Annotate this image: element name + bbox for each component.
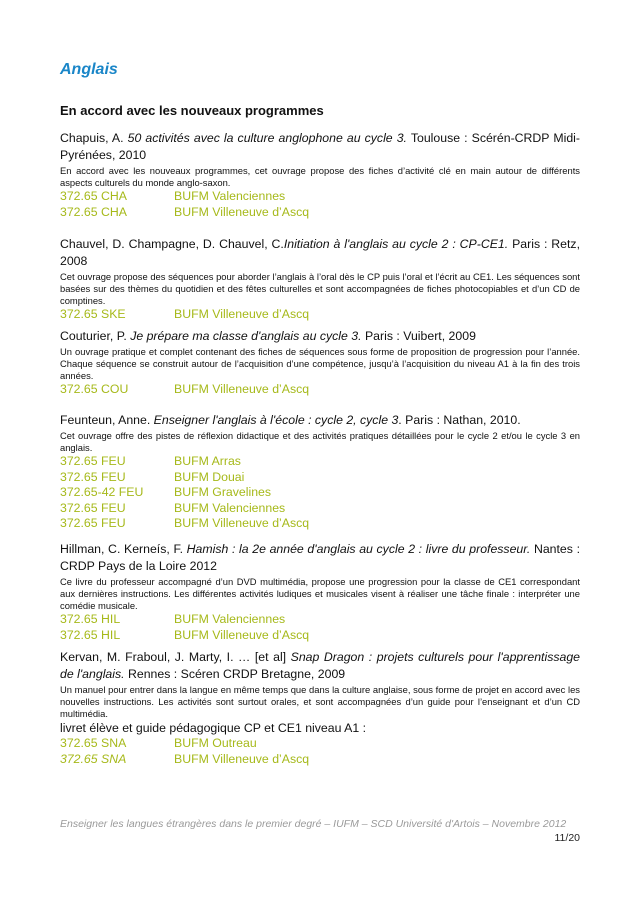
citation-author: Feunteun, Anne. bbox=[60, 413, 154, 427]
call-number: 372.65 SNA bbox=[60, 736, 127, 750]
holding-row bbox=[60, 470, 580, 486]
call-number: 372.65 SNA bbox=[60, 751, 127, 766]
citation-work: Initiation à l'anglais au cycle 2 : CP-CE1. bbox=[283, 237, 509, 251]
page-footer: Enseigner les langues étrangères dans le premier degré – IUFM – SCD Université d'Artois – Novembre 2012 bbox=[60, 818, 567, 830]
call-number: 372.65 CHA bbox=[60, 189, 127, 203]
call-number: 372.65 HIL bbox=[60, 627, 121, 642]
library-name: BUFM Villeneuve d’Ascq bbox=[174, 307, 310, 321]
call-number: 372.65 SKE bbox=[60, 307, 126, 321]
holding-row bbox=[60, 516, 580, 532]
call-number: 372.65-42 FEU bbox=[60, 485, 144, 499]
entry-description: En accord avec les nouveaux programmes, cet ouvrage propose des fiches d’activité clé en main autour de différents aspects culturels du monde anglo-saxon. bbox=[60, 165, 580, 188]
library-name: BUFM Valenciennes bbox=[174, 500, 286, 515]
citation-author: Chapuis, A. bbox=[60, 131, 128, 145]
citation bbox=[60, 236, 580, 270]
holding-row bbox=[60, 382, 580, 398]
citation-work: Enseigner l'anglais à l'école : cycle 2, cycle 3 bbox=[153, 413, 399, 427]
citation bbox=[60, 130, 580, 164]
library-name: BUFM Villeneuve d’Ascq bbox=[174, 627, 310, 642]
entry-description: Un manuel pour entrer dans la langue en même temps que dans la culture anglaise, sous forme de projet en accord avec les nouvelles instructions. Les activités sont surtout orales, et sont accompagnées d’un guide pour l’enseignant et d’un CD multimédia. bbox=[60, 684, 580, 719]
citation-author: Hillman, C. Kerneís, F. bbox=[60, 542, 187, 556]
entry-description: Cet ouvrage offre des pistes de réflexion didactique et des activités pratiques détaillées pour le cycle 2 et/ou le cycle 3 en anglais. bbox=[60, 430, 580, 453]
section-heading: En accord avec les nouveaux programmes bbox=[60, 103, 324, 118]
library-name: BUFM Valenciennes bbox=[174, 612, 286, 626]
call-number: 372.65 CHA bbox=[60, 204, 127, 219]
page-number: 11/20 bbox=[554, 832, 580, 844]
call-number: 372.65 FEU bbox=[60, 516, 126, 530]
entry-description: Un ouvrage pratique et complet contenant des fiches de séquences sous forme de proposition de progression pour l’année. Chaque séquence se construit autour de l’acquisition d’une compétence, jusqu’à l’acquisition du niveau A1 à la fin des trois années. bbox=[60, 346, 580, 381]
holding-row bbox=[60, 454, 580, 470]
bibliography-entry bbox=[60, 412, 580, 532]
citation-publisher: Nantes : CRDP Pays de la Loire 2012 bbox=[60, 542, 580, 573]
holding-row bbox=[60, 628, 580, 644]
holding-row bbox=[60, 485, 580, 501]
citation-author: Chauvel, D. Champagne, D. Chauvel, C. bbox=[60, 237, 284, 251]
citation bbox=[60, 541, 580, 575]
holding-row bbox=[60, 736, 580, 752]
library-name: BUFM Arras bbox=[174, 454, 241, 468]
library-name: BUFM Villeneuve d’Ascq bbox=[174, 516, 310, 530]
citation-publisher: . Paris : Nathan, 2010. bbox=[398, 413, 521, 427]
bibliography-entry bbox=[60, 130, 580, 220]
library-name: BUFM Gravelines bbox=[174, 485, 272, 499]
citation-work: Je prépare ma classe d'anglais au cycle 3. bbox=[130, 329, 362, 343]
entry-note: livret élève et guide pédagogique CP et CE1 niveau A1 : bbox=[60, 721, 367, 735]
bibliography-entry bbox=[60, 541, 580, 643]
library-name: BUFM Outreau bbox=[174, 736, 257, 750]
holding-row bbox=[60, 205, 580, 221]
citation-work: 50 activités avec la culture anglophone au cycle 3. bbox=[127, 131, 407, 145]
library-name: BUFM Villeneuve d’Ascq bbox=[174, 382, 310, 396]
page-title: Anglais bbox=[60, 61, 118, 78]
entry-description: Cet ouvrage propose des séquences pour aborder l’anglais à l’oral dès le CP puis l’oral et l’écrit au CE1. Les séquences sont basées sur des thèmes du quotidien et des fêtes culturelles et sont accompagnées de fiches photocopiables et d’un CD de comptines. bbox=[60, 271, 580, 306]
holding-row bbox=[60, 752, 580, 768]
call-number: 372.65 FEU bbox=[60, 469, 126, 484]
holding-row bbox=[60, 612, 580, 628]
call-number: 372.65 HIL bbox=[60, 612, 121, 626]
citation-work: Snap Dragon : projets culturels pour l'apprentissage de l'anglais. bbox=[60, 650, 581, 681]
holding-row bbox=[60, 307, 580, 323]
holding-row bbox=[60, 189, 580, 205]
bibliography-entry bbox=[60, 236, 580, 323]
citation-publisher: Paris : Retz, 2008 bbox=[60, 237, 580, 268]
library-name: BUFM Valenciennes bbox=[174, 189, 286, 203]
library-name: BUFM Villeneuve d’Ascq bbox=[174, 204, 310, 219]
holding-row bbox=[60, 501, 580, 517]
citation-work: Hamish : la 2e année d'anglais au cycle 2 : livre du professeur. bbox=[186, 542, 531, 556]
citation-publisher: Rennes : Scéren CRDP Bretagne, 2009 bbox=[124, 667, 346, 681]
citation-author: Couturier, P. bbox=[60, 329, 131, 343]
citation-author: Kervan, M. Fraboul, J. Marty, I. … [et al] bbox=[60, 650, 291, 664]
citation bbox=[60, 412, 580, 429]
call-number: 372.65 FEU bbox=[60, 454, 126, 468]
citation-publisher: Toulouse : Scérén-CRDP Midi-Pyrénées, 2010 bbox=[60, 131, 581, 162]
bibliography-entry bbox=[60, 328, 580, 398]
citation bbox=[60, 649, 580, 683]
library-name: BUFM Villeneuve d’Ascq bbox=[174, 751, 310, 766]
library-name: BUFM Douai bbox=[174, 469, 245, 484]
bibliography-entry bbox=[60, 649, 580, 767]
citation bbox=[60, 328, 580, 345]
call-number: 372.65 COU bbox=[60, 382, 129, 396]
entry-description: Ce livre du professeur accompagné d’un DVD multimédia, propose une progression pour la classe de CE1 correspondant aux dernières instructions. Les différentes activités ludiques et musicales visent à réaliser une tâche finale : interpréter une comédie musicale. bbox=[60, 576, 580, 611]
citation-publisher: Paris : Vuibert, 2009 bbox=[361, 329, 476, 343]
call-number: 372.65 FEU bbox=[60, 500, 126, 515]
